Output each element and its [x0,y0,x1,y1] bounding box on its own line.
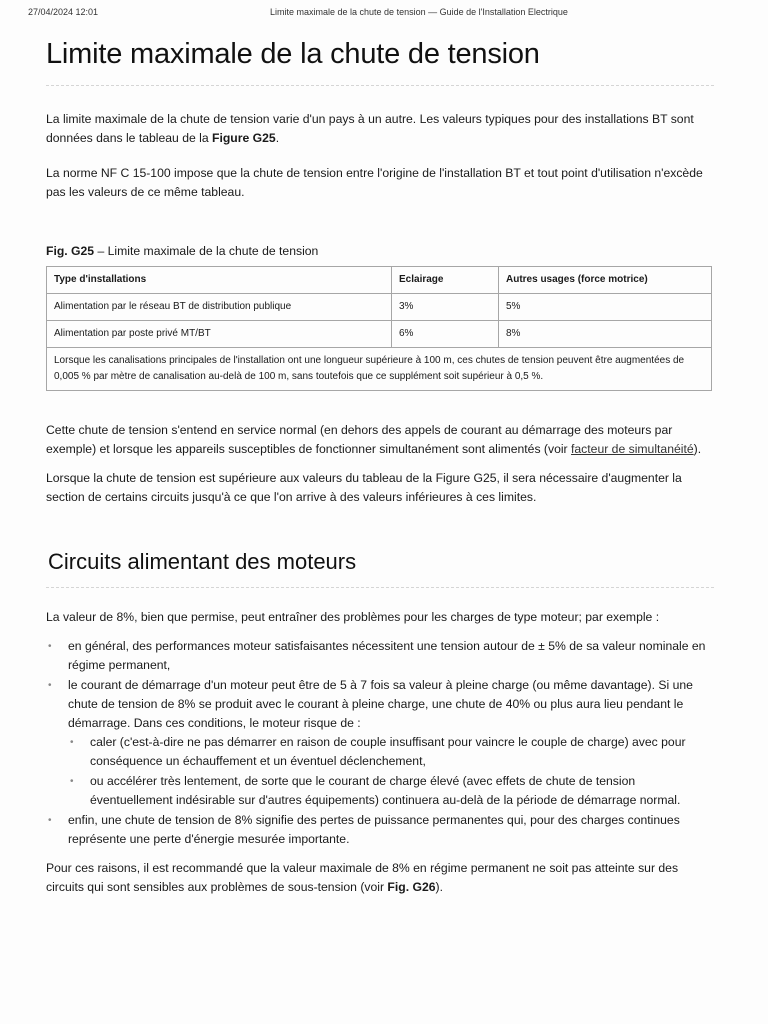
table-header-row [47,267,712,294]
title-divider [46,85,714,86]
figure-reference: Figure G25 [212,131,276,145]
bullet-icon: • [48,641,52,652]
table-row [47,321,712,348]
paragraph-text: Cette chute de tension s'entend en service normal (en dehors des appels de courant au démarrage des moteurs par exemple) et lorsque les appareils susceptibles de fonctionner simultanément sont alimentés (voir [46,423,673,456]
sub-list-item [68,772,714,810]
table-header-cell: Eclairage [392,267,499,294]
table-note: Lorsque les canalisations principales de l'installation ont une longueur supérieure à 100 m, ces chutes de tension peuvent être augmentées de 0,005 % par mètre de canalisation au-delà de 100 m, sans toutefois que ce supplément soit supérieur à 0,5 %. [47,348,712,391]
table-cell: Alimentation par poste privé MT/BT [47,321,392,348]
table-header-cell: Type d'installations [47,267,392,294]
intro-text: La limite maximale de la chute de tension varie d'un pays à un autre. Les valeurs typiques pour des installations BT sont données dans le tableau de la [46,112,694,145]
section-heading-motors: Circuits alimentant des moteurs [48,549,357,574]
conclusion-text: Pour ces raisons, il est recommandé que la valeur maximale de 8% en régime permanent ne soit pas atteinte sur des circuits qui sont sensibles aux problèmes de sous-tension (voir [46,861,679,894]
paragraph-text-end: ). [693,442,702,456]
motors-intro: La valeur de 8%, bien que permise, peut entraîner des problèmes pour les charges de type moteur; par exemple : [46,610,660,624]
list-item-text: en général, des performances moteur satisfaisantes nécessitent une tension autour de ± 5% de sa valeur nominale en régime permanent, [68,639,706,672]
figure-caption [46,244,714,258]
print-title: Limite maximale de la chute de tension — Guide de l'Installation Electrique [270,7,568,17]
list-item [46,811,714,849]
motors-conclusion [46,859,714,897]
print-header [0,7,768,21]
bullet-icon: • [70,776,74,787]
table-cell: 3% [392,294,499,321]
page-title: Limite maximale de la chute de tension [46,38,540,70]
list-item-text: le courant de démarrage d'un moteur peut être de 5 à 7 fois sa valeur à pleine charge (ou même davantage). Si une chute de tension de 8% se produit avec le courant à pleine charge, une chute de 40% ou plus aura lieu pendant le démarrage. Dans ces conditions, le moteur risque de : [68,678,693,730]
list-item [46,676,714,810]
simultaneity-factor-link[interactable]: facteur de simultanéité [571,442,694,456]
article [46,38,714,897]
sub-list-item [68,733,714,771]
section-divider [46,587,714,588]
table-row [47,294,712,321]
print-date: 27/04/2024 12:01 [28,7,99,17]
table-cell: Alimentation par le réseau BT de distribution publique [47,294,392,321]
intro-paragraph-1 [46,110,714,148]
list-item-text: enfin, une chute de tension de 8% signifie des pertes de puissance permanentes qui, pour des charges continues représente une perte d'énergie mesurée importante. [68,813,680,846]
figure-caption-text: – Limite maximale de la chute de tension [94,244,319,258]
figure-reference-g26: Fig. G26 [387,880,436,894]
intro-text-end: . [275,131,280,145]
motors-bullet-list [46,637,714,849]
sub-list-item-text: ou accélérer très lentement, de sorte que le courant de charge élevé (avec effets de chute de tension éventuellement indésirable sur d'autres équipements) continuera au-delà de la période de démarrage normal. [90,774,681,807]
table-cell: 5% [499,294,712,321]
motor-risk-sublist [68,733,714,810]
sub-list-item-text: caler (c'est-à-dire ne pas démarrer en raison de couple insuffisant pour vaincre le couple de charge) avec pour conséquence un échauffement et un éventuel déclenchement, [90,735,686,768]
list-item [46,637,714,675]
table-header-cell: Autres usages (force motrice) [499,267,712,294]
intro-paragraph-2: La norme NF C 15-100 impose que la chute de tension entre l'origine de l'installation BT et tout point d'utilisation n'excède pas les valeurs de ce même tableau. [46,166,703,199]
bullet-icon: • [70,737,74,748]
bullet-icon: • [48,815,52,826]
paragraph-service-normal [46,421,714,459]
table-cell: 8% [499,321,712,348]
paragraph-section-increase: Lorsque la chute de tension est supérieure aux valeurs du tableau de la Figure G25, il sera nécessaire d'augmenter la section de certains circuits jusqu'à ce que l'on arrive à des valeurs inférieures à ces limites. [46,471,682,504]
conclusion-text-end: ). [435,880,443,894]
figure-label: Fig. G25 [46,244,95,258]
table-cell: 6% [392,321,499,348]
bullet-icon: • [48,680,52,691]
voltage-drop-table [46,266,712,391]
table-note-row [47,348,712,391]
